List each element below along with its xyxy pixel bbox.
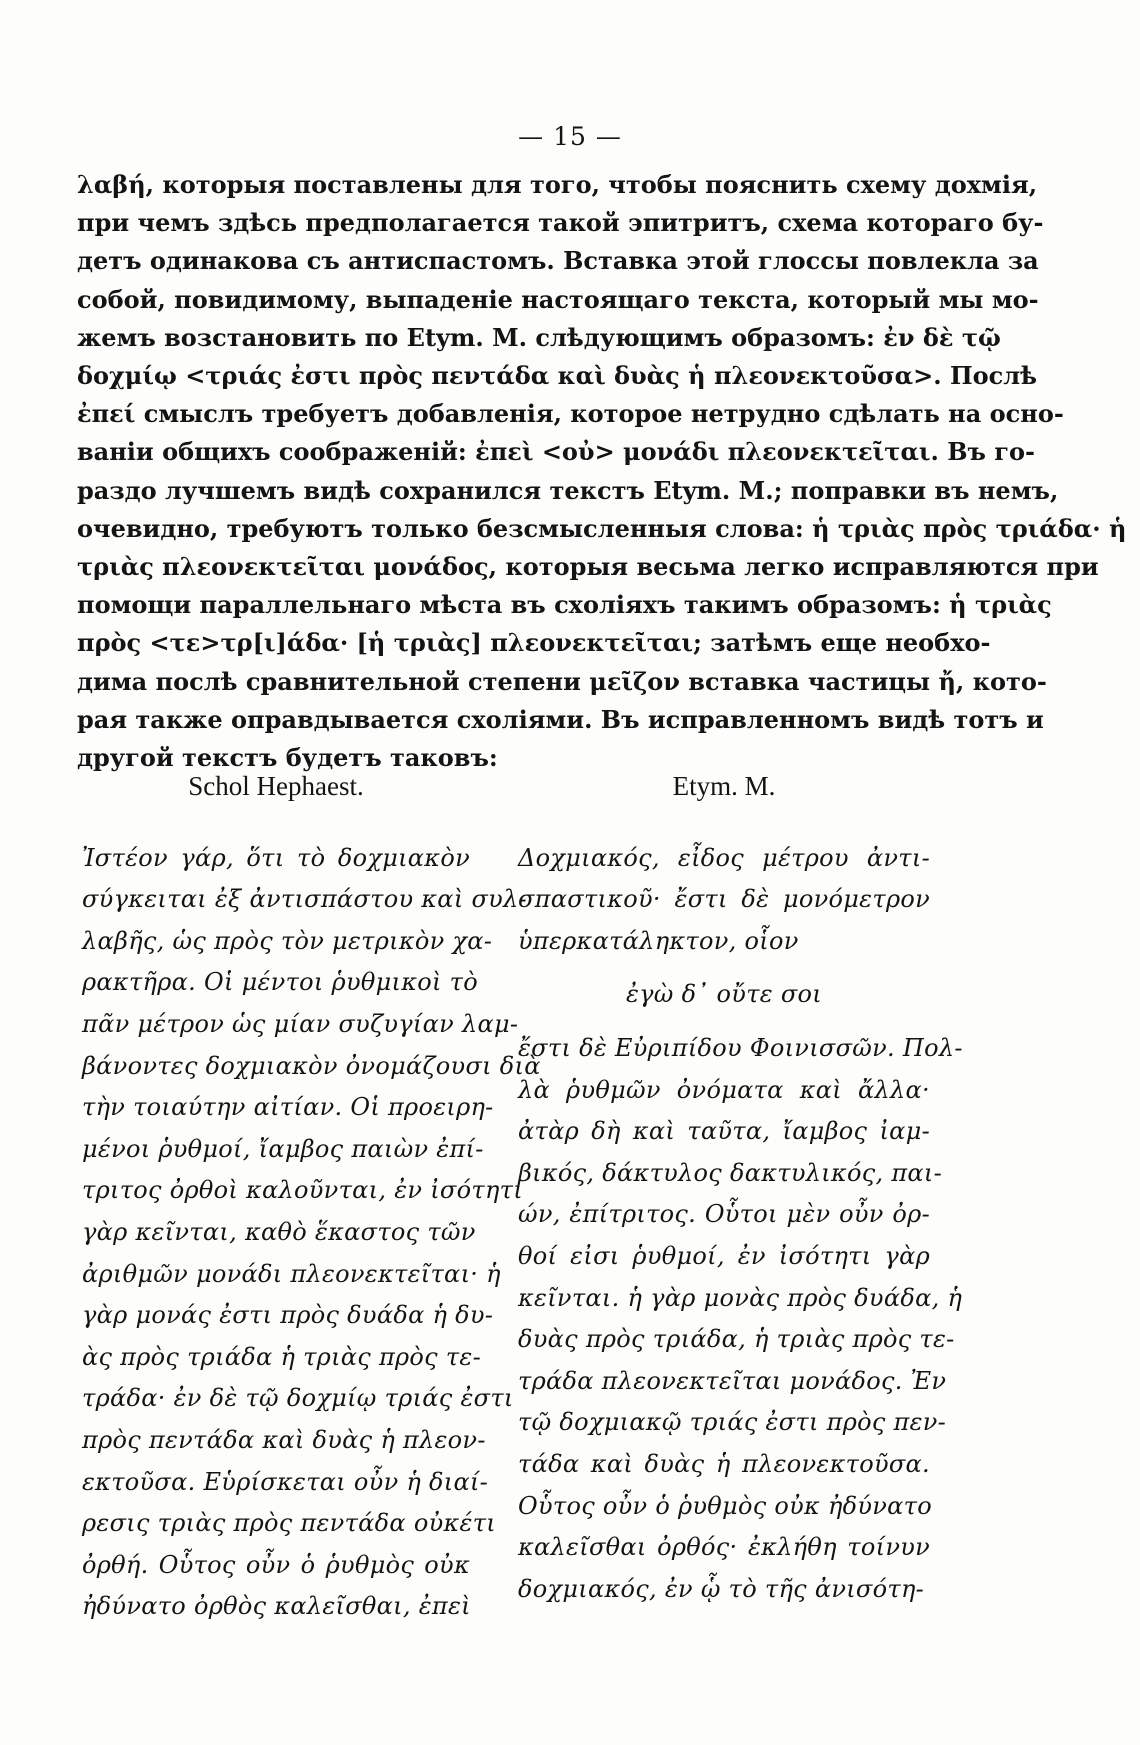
- scholia-line: πρὸς πεντάδα καὶ δυὰς ἡ πλεον-: [82, 1425, 486, 1454]
- etym-line: λὰ ῥυθμῶν ὀνόματα καὶ ἄλλα·: [518, 1075, 930, 1104]
- main-line: димa послѣ сравнительной степени μεῖζον вставка частицы ἤ, кото-: [77, 666, 1047, 696]
- main-line: очевидно, требуютъ только безсмысленныя слова: ἡ τριὰς πρὸς τριάδα· ἡ: [77, 513, 1127, 543]
- scholia-line: γὰρ μονάς ἐστι πρὸς δυάδα ἡ δυ-: [82, 1301, 494, 1330]
- etym-line: θοί εἰσι ῥυθμοί, ἐν ἰσότητι γὰρ: [518, 1241, 930, 1270]
- scholia-line: εκτοῦσα. Εὑρίσκεται οὖν ἡ διαί-: [82, 1467, 489, 1496]
- etym-line: ἀτὰρ δὴ καὶ ταῦτα, ἴαμβος ἰαμ-: [518, 1117, 930, 1146]
- etym-line: ών, ἐπίτριτος. Οὗτοι μὲν οὖν ὀρ-: [518, 1200, 930, 1229]
- scholia-line: ὀρθή. Οὗτος οὖν ὁ ῥυθμὸς οὐκ: [82, 1550, 470, 1579]
- scholia-heading: Schol Hephaest.: [188, 771, 364, 801]
- etym-column: [518, 766, 963, 1610]
- scholia-line: Ἰστέον γάρ, ὅτι τὸ δοχμιακὸν: [82, 843, 470, 872]
- etym-line: τῷ δοχμιακῷ τριάς ἐστι πρὸς πεν-: [518, 1408, 947, 1437]
- main-line: раздо лучшемъ видѣ сохранился текстъ Etym. M.; поправки въ немъ,: [77, 475, 1059, 505]
- verse-quote: ἐγὼ δ᾽ οὔτε σοι: [625, 980, 823, 1009]
- scholia-line: σύγκειται ἐξ ἀντισπάστου καὶ συλ-: [82, 885, 527, 914]
- scholia-line: ὰς πρὸς τριάδα ἡ τριὰς πρὸς τε-: [82, 1342, 482, 1371]
- scholia-line: ρεσις τριὰς πρὸς πεντάδα οὐκέτι: [82, 1509, 496, 1538]
- scholia-line: γὰρ κεῖνται, καθὸ ἕκαστος τῶν: [82, 1217, 476, 1246]
- scholia-line: βάνοντες δοχμιακὸν ὀνομάζουσι διὰ: [82, 1051, 541, 1080]
- etym-line: κεῖνται. ἡ γὰρ μονὰς πρὸς δυάδα, ἡ: [518, 1283, 963, 1312]
- main-line: δοχμίῳ <τριάς ἐστι πρὸς πεντάδα καὶ δυὰς ἡ πλεονεκτοῦσα>. Послѣ: [77, 361, 1038, 391]
- scholia-line: μένοι ῥυθμοί, ἴαμβος παιὼν ἐπί-: [82, 1134, 484, 1163]
- etym-line: δοχμιακός, ἐν ᾧ τὸ τῆς ἀνισότη-: [518, 1574, 925, 1603]
- etym-line: καλεῖσθαι ὀρθός· ἐκλήθη τοίνυν: [518, 1533, 930, 1562]
- etym-line: δυὰς πρὸς τριάδα, ἡ τριὰς πρὸς τε-: [518, 1325, 955, 1354]
- etym-line: σπαστικοῦ· ἔστι δὲ μονόμετρον: [518, 885, 930, 914]
- etym-line: τάδα καὶ δυὰς ἡ πλεονεκτοῦσα.: [518, 1449, 930, 1478]
- scholia-line: τὴν τοιαύτην αἰτίαν. Οἱ προειρη-: [82, 1093, 494, 1122]
- scholia-line: λαβῆς, ὡς πρὸς τὸν μετρικὸν χα-: [82, 926, 493, 955]
- scholia-line: ρακτῆρα. Οἱ μέντοι ῥυθμικοὶ τὸ: [82, 968, 478, 997]
- main-line: ἐπεί смыслъ требуетъ добавленія, которое нетрудно сдѣлать на осно-: [77, 399, 1064, 429]
- main-line: λαβή, которыя поставлены для того, чтобы пояснить схему дохмія,: [77, 170, 1038, 199]
- scholia-line: τράδα· ἐν δὲ τῷ δοχμίῳ τριάς ἐστι: [82, 1384, 514, 1413]
- scholia-line: ἀριθμῶν μονάδι πλεονεκτεῖται· ἡ: [82, 1259, 501, 1288]
- main-line: τριὰς πλεονεκτεῖται μονάδος, которыя весьма легко исправляются при: [77, 552, 1099, 582]
- scholia-line: τριτος ὀρθοὶ καλοῦνται, ἐν ἰσότητι: [82, 1176, 523, 1205]
- main-line: при чемъ здѣсь предполагается такой эпитритъ, схема котораго бу-: [77, 208, 1044, 238]
- main-line: помощи параллельнаго мѣста въ схоліяхъ такимъ образомъ: ἡ τριὰς: [77, 590, 1052, 620]
- main-line: собой, повидимому, выпаденіе настоящаго текста, который мы мо-: [77, 284, 1039, 314]
- main-line: рая также оправдывается схоліями. Въ исправленномъ видѣ тотъ и: [77, 704, 1044, 734]
- etym-line: τράδα πλεονεκτεῖται μονάδος. Ἐν: [518, 1366, 947, 1395]
- scholia-line: πᾶν μέτρον ὡς μίαν συζυγίαν λαμ-: [82, 1009, 519, 1038]
- etym-line: ὑπερκατάληκτον, οἷον: [518, 926, 799, 955]
- main-line: жемъ возстановить по Etym. M. слѣдующимъ образомъ: ἐν δὲ τῷ: [77, 322, 1001, 352]
- etym-heading: Etym. M.: [672, 771, 776, 801]
- main-line: детъ одинакова съ антиспастомъ. Вставка этой глоссы повлекла за: [77, 246, 1039, 276]
- main-line: ваніи общихъ соображеній: ἐπεὶ <οὐ> μονάδι πλεονεκτεῖται. Въ го-: [77, 437, 1035, 467]
- main-paragraph: [77, 166, 1127, 777]
- main-line: πρὸς <τε>τρ[ι]άδα· [ἡ τριὰς] πλεονεκτεῖται; затѣмъ еще необхо-: [77, 628, 991, 658]
- scholia-column: [82, 766, 541, 1628]
- etym-line: Δοχμιακός, εἶδος μέτρου ἀντι-: [518, 843, 930, 872]
- etym-line: Οὗτος οὖν ὁ ῥυθμὸς οὐκ ἠδύνατο: [518, 1491, 933, 1520]
- main-line: другой текстъ будетъ таковъ:: [77, 743, 498, 773]
- scholia-line: ἠδύνατο ὀρθὸς καλεῖσθαι, ἐπεὶ: [82, 1592, 471, 1621]
- etym-line: βικός, δάκτυλος δακτυλικός, παι-: [518, 1158, 943, 1187]
- etym-line: ἔστι δὲ Εὐριπίδου Φοινισσῶν. Πολ-: [518, 1033, 963, 1062]
- page-number: — 15 —: [518, 122, 622, 151]
